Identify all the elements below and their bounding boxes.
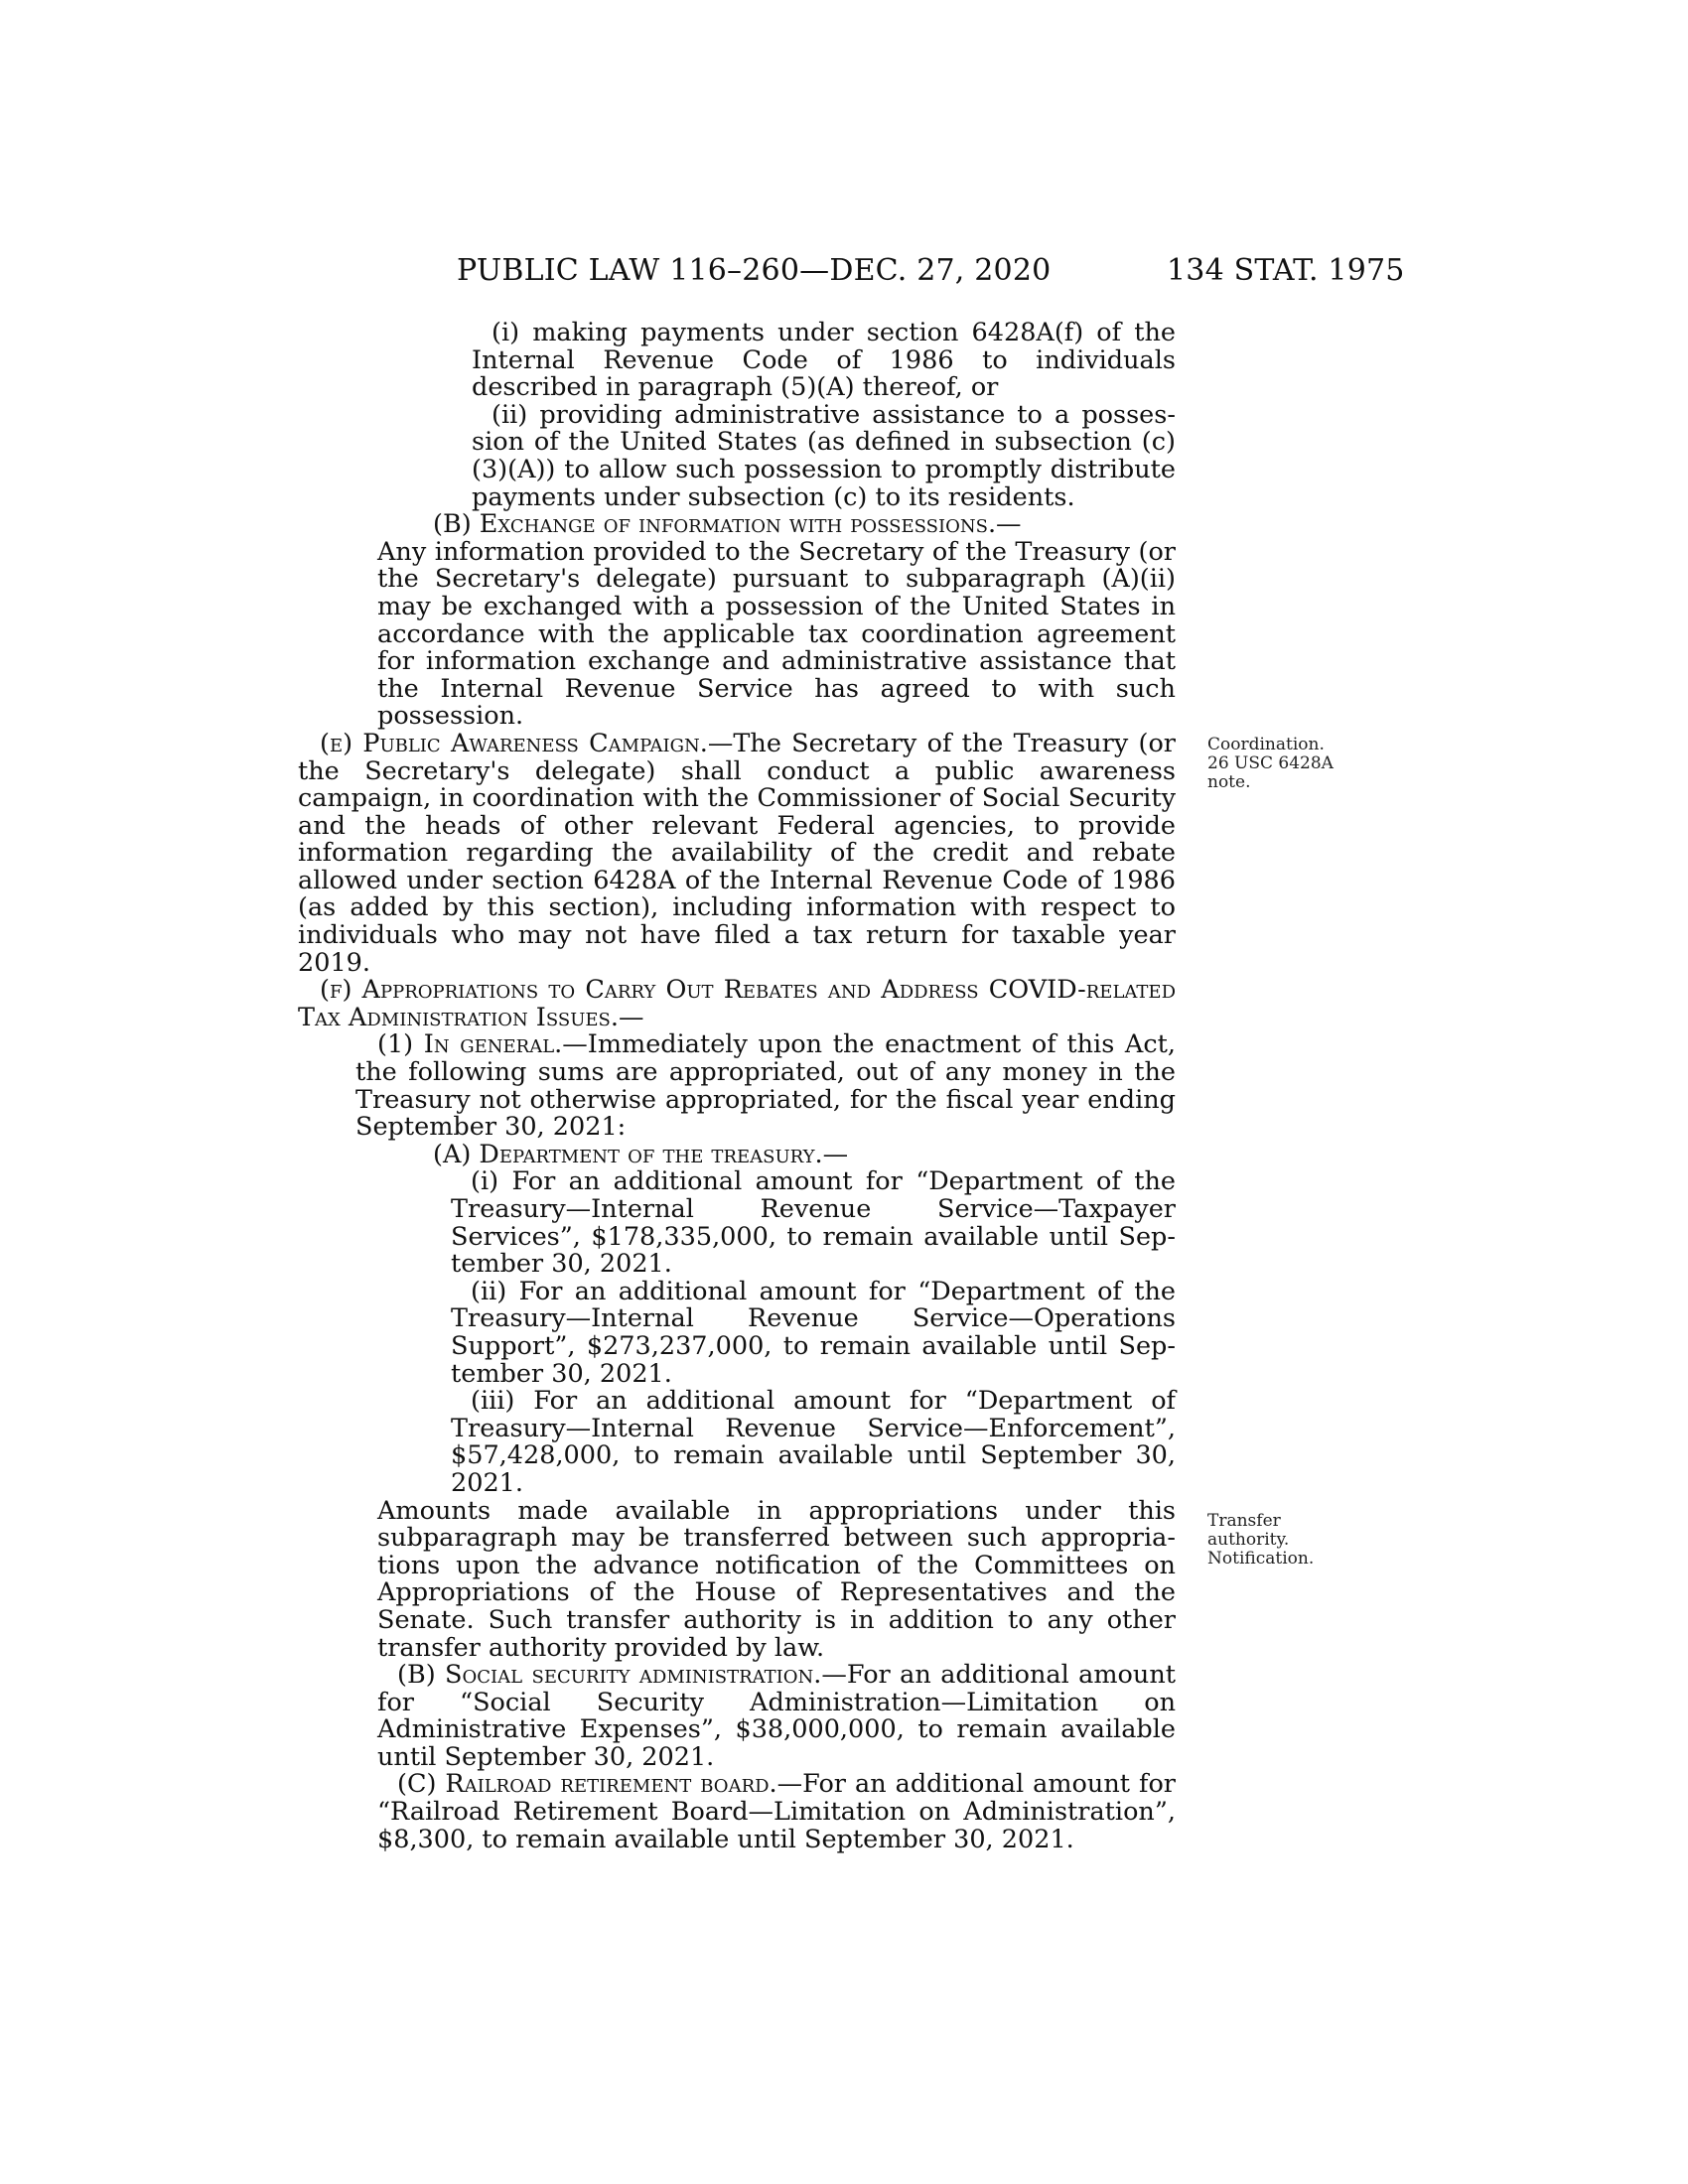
paragraph-1-in-general (298, 1031, 1176, 1141)
clause-i-making-payments: (i) making payments under section 6428A(f) of the Internal Revenue Code of 1986 to individuals described in paragraph (5)(A) thereof, or (472, 318, 1176, 403)
clause-a-i-taxpayer-services: (i) For an additional amount for “Department of the Treasury—Internal Revenue Service—Taxpayer Services”, $178,335,000, to remain available until September 30, 2021. (451, 1166, 1176, 1280)
subparagraph-a-heading: (A) Department of the treasury.— (433, 1139, 849, 1169)
subparagraph-b-social-security (298, 1662, 1176, 1771)
paragraph-1-heading: (1) In general.— (377, 1029, 588, 1060)
subparagraph-c-railroad (298, 1771, 1176, 1853)
subparagraph-c-text: For an additional amount for “Railroad Retirement Board—Limitation on Administration”, $8,300, to remain available until September 30, 2021. (377, 1769, 1176, 1854)
subparagraph-b2-heading: (B) Social security administration.— (397, 1660, 847, 1691)
subparagraph-b-heading: (B) Exchange of information with possessions.— (433, 509, 1022, 540)
running-head-title: PUBLIC LAW 116–260—DEC. 27, 2020 (457, 253, 1052, 288)
subsection-e-public-awareness (298, 728, 1176, 978)
margin-note-coordination: Coordination. 26 USC 6428A note. (1207, 735, 1334, 792)
subparagraph-b-exchange (298, 511, 1176, 539)
paragraph-1-text: Immediately upon the enactment of this Act, the following sums are appropriated, out of any money in the Treasury not otherwise appropriated, for the fiscal year ending September 30, 2021: (355, 1029, 1176, 1143)
subparagraph-b-text: Any information provided to the Secretary of the Treasury (or the Secretary's delegate) pursuant to subparagraph (A)(ii) may be exchanged with a possession of the United States in accordance with the applicable tax coordination agreement for information exchange and administrative assistance that the Internal Revenue Service has agreed to with such possession. (377, 536, 1176, 732)
running-head-page-number: 134 STAT. 1975 (1167, 253, 1405, 288)
statute-body (298, 320, 1176, 1853)
subparagraph-b2-text: For an additional amount for “Social Security Administration—Limitation on Administrative Expenses”, $38,000,000, to remain available until September 30, 2021. (377, 1660, 1176, 1772)
subsection-e-text: The Secretary of the Treasury (or the Secretary's delegate) shall conduct a public awareness campaign, in coordination with the Commissioner of Social Security and the heads of other relevant Federal agencies, to provide information regarding the availability of the credit and rebate allowed under section 6428A of the Internal Revenue Code of 1986 (as added by this section), including information with respect to individuals who may not have filed a tax return for taxable year 2019. (298, 728, 1176, 978)
margin-note-transfer-authority: Transfer authority. Notification. (1207, 1511, 1315, 1569)
subsection-f-heading: (f) Appropriations to Carry Out Rebates and Address COVID-related Tax Administration Issues.— (298, 975, 1176, 1032)
subsection-e-heading: (e) Public Awareness Campaign.— (320, 728, 734, 758)
clause-ii-providing-assistance: (ii) providing administrative assistance to a possession of the United States (as defined in subsection (c)(3)(A)) to allow such possession to promptly distribute payments under subsection (c) to its residents. (472, 399, 1176, 512)
clause-a-ii-operations-support: (ii) For an additional amount for “Department of the Treasury—Internal Revenue Service—Operations Support”, $273,237,000, to remain available until September 30, 2021. (451, 1276, 1176, 1389)
clause-a-iii-enforcement: (iii) For an additional amount for “Department of Treasury—Internal Revenue Service—Enforcement”, $57,428,000, to remain available until September 30, 2021. (451, 1386, 1176, 1498)
amounts-transfer-paragraph: Amounts made available in appropriations under this subparagraph may be transferred between such appropriations upon the advance notification of the Committees on Appropriations of the House of Representatives and the Senate. Such transfer authority is in addition to any other transfer authority provided by law. (377, 1495, 1176, 1663)
subparagraph-c-heading: (C) Railroad retirement board.— (397, 1769, 803, 1800)
